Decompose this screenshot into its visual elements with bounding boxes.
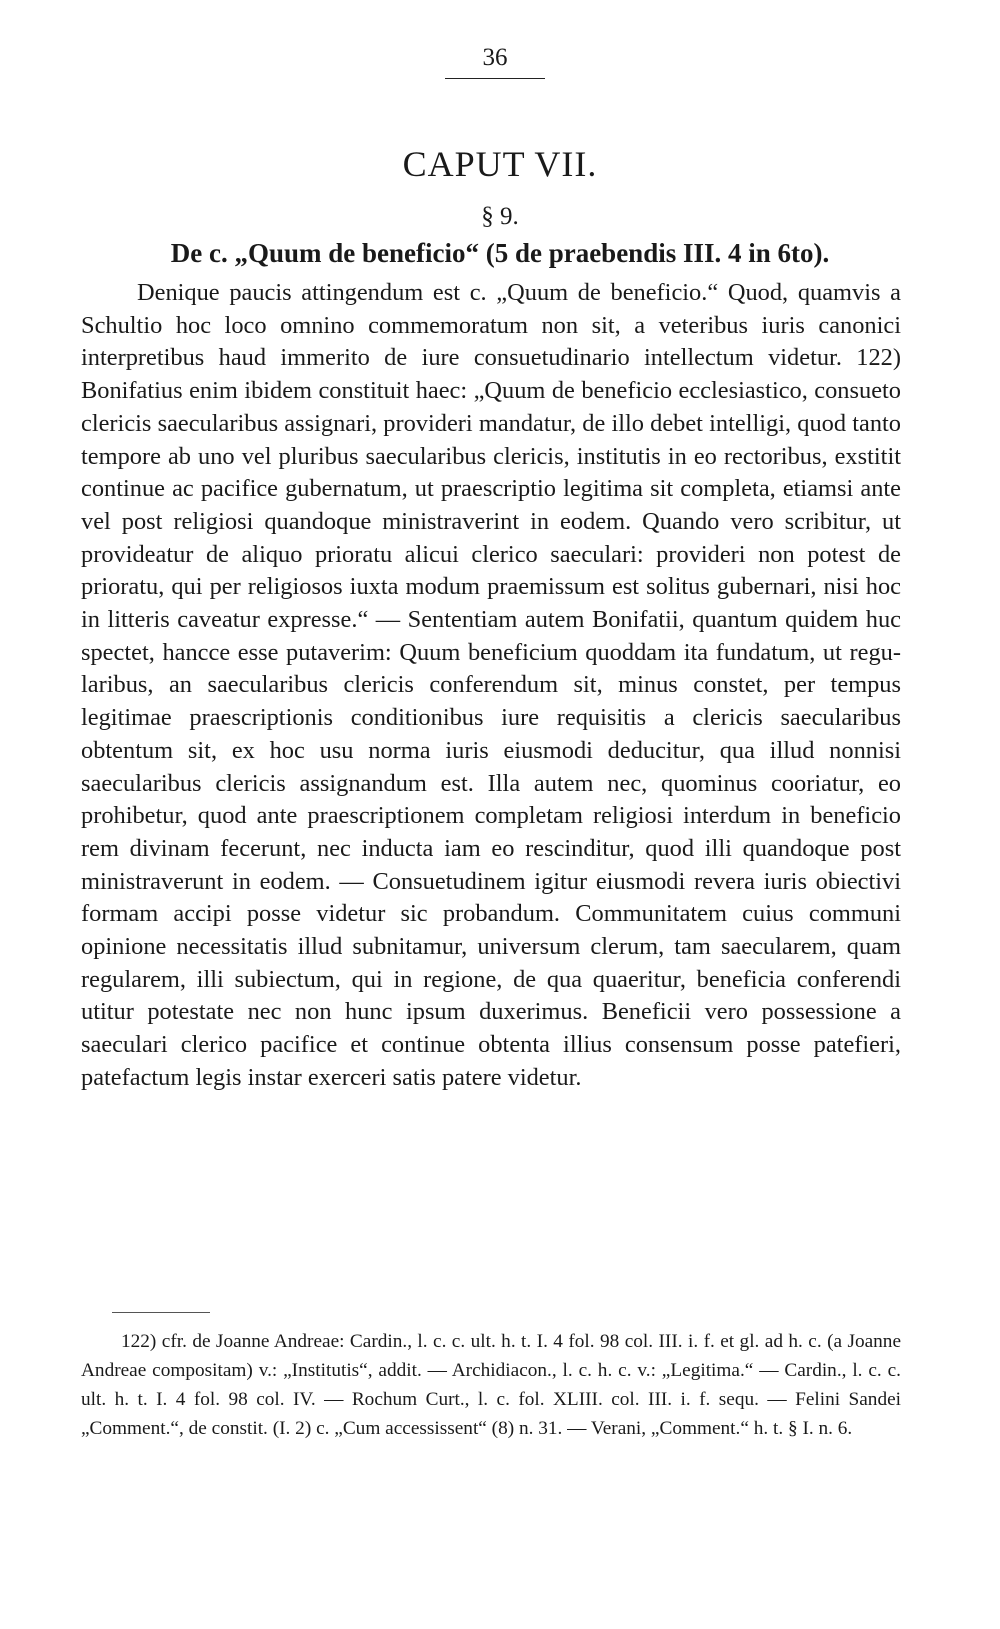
footnote-122: 122) cfr. de Joanne Andreae: Cardin., l. c. c. ult. h. t. I. 4 fol. 98 col. III. i. f. et gl. ad h. c. (a Joanne Andreae compositam) v.: „Institutis“, addit. — Archidiacon., l. c. h. c. v.: „Legitima.“ — Cardin., l. c. c. ult. h. t. I. 4 fol. 98 col. IV. — Rochum Curt., l. c. fol. XLIII. col. III. i. f. sequ. — Felini Sandei „Comment.“, de constit. (I. 2) c. „Cum accessissent“ (8) n. 31. — Verani, „Comment.“ h. t. § I. n. 6. [81,1331,901,1439]
footnote-separator [112,1312,210,1313]
page-number: 36 [482,44,508,71]
page-number-rule [445,78,545,79]
body-paragraph: Denique paucis attingendum est c. „Quum de beneficio.“ Quod, quamvis a Schultio hoc loco omnino commemoratum non sit, a veteribus iuris canonici interpretibus haud immerito de iure consuetudinario intellectum videtur. 122) Bonifatius enim ibidem constituit haec: „Quum de beneficio ecclesiastico, consueto clericis saecularibus assignari, provideri mandatur, de illo debet intelligi, quod tanto tempore ab uno vel pluribus saecularibus clericis, institutis in eo rectoribus, exstitit continue ac pacifice gubernatum, ut praescriptio legitima sit completa, etiamsi ante vel post religiosi quandoque ministraverint in eodem. Quando vero scribitur, ut provideatur de aliquo prioratu alicui clerico saeculari: provideri non potest de prioratu, qui per religiosos iuxta modum praemissum est solitus gubernari, nisi hoc in litteris caveatur expresse.“ — Sententiam autem Bonifatii, quantum quidem huc spectet, hancce esse putaverim: Quum beneficium quoddam ita fundatum, ut regularibus, an saecularibus clericis conferendum sit, minus constet, per tempus legitimae praescriptionis conditionibus iure requisitis a clericis saecularibus obtentum sit, ex hoc usu norma iuris eiusmodi deducitur, qua illud nonnisi saecularibus clericis assignandum est. Illa autem nec, quominus cooriatur, eo prohibetur, quod ante praescriptionem completam religiosi interdum in beneficio rem divinam fecerunt, nec inducta iam eo rescinditur, quod illi quandoque post ministraverunt in eodem. — Consuetudinem igitur eiusmodi revera iuris obiectivi formam accipi posse videtur sic probandum. Communitatem cuius communi opinione necessitatis illud subnitamur, universum clerum, tam saecularem, quam regularem, illi subiectum, qui in regione, de qua quaeritur, beneficia conferendi utitur potestate nec non hunc ipsum duxerimus. Beneficii vero possessione a saeculari clerico pacifice et continue obtenta illius consensum posse patefieri, patefactum legis instar exerceri satis patere videtur. [81,279,901,1091]
section-heading: De c. „Quum de beneficio“ (5 de praebendis III. 4 in 6to). [170,238,830,268]
section-mark: § 9. [481,203,519,230]
chapter-title: CAPUT VII. [402,144,598,184]
